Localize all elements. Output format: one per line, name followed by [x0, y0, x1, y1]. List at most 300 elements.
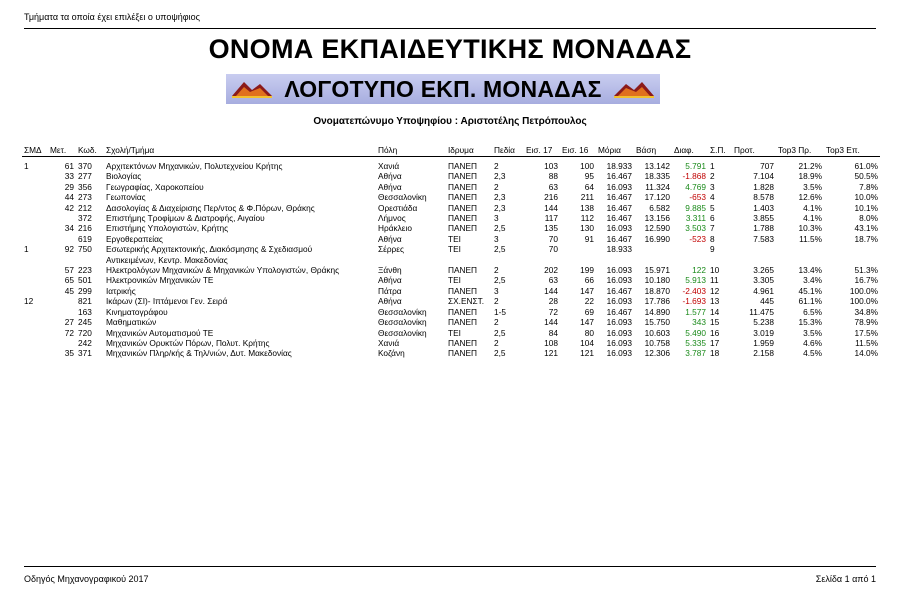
cell-school: Ηλεκτρολόγων Μηχανικών & Μηχανικών Υπολογιστών, Θράκης	[106, 265, 340, 276]
col-header-school: Σχολή/Τμήμα	[104, 144, 376, 157]
cell-code: 223	[78, 265, 92, 276]
candidate-name: Ονοματεπώνυμο Υποψηφίου : Αριστοτέλης Πετρόπουλος	[313, 116, 587, 127]
cell-met: 27	[64, 317, 74, 328]
cell-sp: 8	[710, 233, 715, 244]
col-header-institution: Ιδρυμα	[446, 144, 492, 157]
cell-fields: 2,3	[494, 202, 506, 213]
mountain-right-icon	[612, 78, 656, 100]
cell-empty	[492, 255, 524, 265]
cell-empty	[596, 255, 634, 265]
cell-code: 242	[78, 337, 92, 348]
cell-eis17: 63	[548, 181, 558, 192]
cell-top3ep: 100.0%	[849, 296, 878, 307]
cell-moria: 16.467	[606, 171, 632, 182]
cell-top3ep: 78.9%	[854, 317, 878, 328]
table-row	[22, 296, 880, 306]
col-header-moria: Μόρια	[596, 144, 634, 157]
footer-right: Σελίδα 1 από 1	[815, 574, 876, 584]
cell-diaf: 5.490	[685, 327, 706, 338]
cell-city: Σέρρες	[378, 244, 404, 255]
cell-diaf: 1.577	[685, 306, 706, 317]
cell-empty	[708, 255, 732, 265]
cell-fields: 2	[494, 161, 499, 171]
page-header	[24, 12, 876, 29]
cell-code: 372	[78, 213, 92, 224]
cell-school: Κινηματογράφου	[106, 306, 168, 317]
cell-diaf: -1.693	[682, 296, 706, 307]
cell-sp: 3	[710, 181, 715, 192]
cell-empty	[732, 255, 776, 265]
cell-vasi: 13.156	[644, 213, 670, 224]
cell-top3ep: 8.0%	[859, 213, 878, 224]
cell-institution: ΠΑΝΕΠ	[448, 171, 478, 182]
cell-top3pr: 4.5%	[803, 348, 822, 359]
cell-institution: ΠΑΝΕΠ	[448, 181, 478, 192]
cell-prot: 3.305	[753, 275, 774, 286]
cell-institution: ΠΑΝΕΠ	[448, 265, 478, 276]
footer-left: Οδηγός Μηχανογραφικού 2017	[24, 574, 149, 584]
col-header-met: Μετ.	[48, 144, 76, 157]
cell-moria: 18.933	[606, 244, 632, 255]
cell-top3pr: 4.1%	[803, 202, 822, 213]
cell-code: 720	[78, 327, 92, 338]
cell-institution: ΠΑΝΕΠ	[448, 202, 478, 213]
cell-code: 356	[78, 181, 92, 192]
col-header-top3ep: Top3 Επ.	[824, 144, 880, 157]
cell-city: Θεσσαλονίκη	[378, 192, 427, 203]
cell-smd	[22, 286, 48, 296]
cell-eis17: 144	[544, 285, 558, 296]
cell-diaf: 3.787	[685, 348, 706, 359]
cell-prot: 1.828	[753, 181, 774, 192]
cell-moria: 16.093	[606, 327, 632, 338]
cell-smd	[22, 328, 48, 338]
cell-moria: 16.467	[606, 213, 632, 224]
cell-fields: 2	[494, 317, 499, 328]
cell-eis16: 147	[580, 317, 594, 328]
cell-fields: 3	[494, 233, 499, 244]
col-header-top3pr: Top3 Πρ.	[776, 144, 824, 157]
cell-institution: ΠΑΝΕΠ	[448, 348, 478, 359]
cell-fields: 2,5	[494, 327, 506, 338]
cell-vasi: 17.120	[644, 192, 670, 203]
cell-diaf: 5.335	[685, 337, 706, 348]
cell-smd	[22, 182, 48, 192]
page-header-text: Τμήματα τα οποία έχει επιλέξει ο υποψήφιος	[24, 12, 200, 22]
school-logo	[226, 74, 660, 104]
cell-empty	[824, 255, 880, 265]
cell-fields: 2	[494, 296, 499, 307]
cell-diaf: 122	[692, 265, 706, 276]
cell-eis17: 28	[548, 296, 558, 307]
cell-vasi: 12.306	[644, 348, 670, 359]
cell-code: 371	[78, 348, 92, 359]
cell-city: Θεσσαλονίκη	[378, 317, 427, 328]
cell-school: Ιατρικής	[106, 285, 136, 296]
cell-met: 29	[64, 181, 74, 192]
cell-diaf: 3.311	[685, 213, 706, 224]
cell-code: 370	[78, 161, 92, 171]
cell-eis16: 138	[580, 202, 594, 213]
table-body	[22, 161, 880, 359]
cell-institution: ΤΕΙ	[448, 233, 461, 244]
cell-city: Χανιά	[378, 161, 400, 171]
cell-smd: 12	[24, 296, 34, 307]
cell-top3ep: 50.5%	[854, 171, 878, 182]
cell-school: Ικάρων (ΣΙ)- Ιπτάμενοι Γεν. Σειρά	[106, 296, 228, 307]
cell-eis17: 70	[548, 244, 558, 255]
cell-eis17: 103	[544, 161, 558, 171]
cell-sp: 12	[710, 285, 720, 296]
cell-top3pr: 45.1%	[798, 285, 822, 296]
cell-diaf	[672, 244, 708, 254]
table-row	[22, 338, 880, 348]
cell-empty	[48, 255, 76, 265]
cell-eis16: 130	[580, 223, 594, 234]
cell-fields: 2	[494, 337, 499, 348]
cell-moria: 16.093	[606, 181, 632, 192]
cell-moria: 16.093	[606, 337, 632, 348]
cell-institution: ΤΕΙ	[448, 244, 461, 255]
cell-fields: 2,5	[494, 244, 506, 255]
table-row	[22, 213, 880, 223]
cell-vasi: 15.750	[644, 317, 670, 328]
cell-prot: 7.583	[753, 233, 774, 244]
cell-diaf: 3.503	[685, 223, 706, 234]
cell-eis16: 80	[584, 327, 594, 338]
cell-smd	[22, 275, 48, 285]
table-row	[22, 265, 880, 275]
table-header-row	[22, 144, 880, 157]
cell-school: Εργοθεραπείας	[106, 233, 163, 244]
cell-smd	[22, 213, 48, 223]
cell-code: 299	[78, 285, 92, 296]
col-header-city: Πόλη	[376, 144, 446, 157]
table-row	[22, 203, 880, 213]
cell-city: Κοζάνη	[378, 348, 405, 359]
page-footer	[24, 566, 876, 584]
cell-fields: 2	[494, 181, 499, 192]
cell-empty	[560, 255, 596, 265]
cell-met: 72	[64, 327, 74, 338]
cell-city: Αθήνα	[378, 296, 402, 307]
school-name: ΟΝΟΜΑ ΕΚΠΑΙΔΕΥΤΙΚΗΣ ΜΟΝΑΔΑΣ	[208, 34, 692, 64]
cell-met: 65	[64, 275, 74, 286]
cell-institution: ΣΧ.ΕΝΣΤ.	[448, 296, 485, 307]
cell-diaf: 343	[692, 317, 706, 328]
cell-prot: 8.578	[753, 192, 774, 203]
cell-city: Θεσσαλονίκη	[378, 306, 427, 317]
cell-top3pr: 3.4%	[803, 275, 822, 286]
cell-vasi: 10.758	[644, 337, 670, 348]
cell-prot: 3.019	[753, 327, 774, 338]
departments-table-wrap	[22, 144, 880, 359]
cell-eis17: 216	[544, 192, 558, 203]
table-row	[22, 307, 880, 317]
cell-institution: ΤΕΙ	[448, 327, 461, 338]
table-row-continuation	[22, 255, 880, 265]
cell-city: Ξάνθη	[378, 265, 402, 276]
cell-eis17: 135	[544, 223, 558, 234]
cell-code: 277	[78, 171, 92, 182]
cell-prot	[732, 244, 776, 254]
cell-met	[48, 234, 76, 244]
cell-top3ep: 43.1%	[854, 223, 878, 234]
cell-school: Επιστήμης Υπολογιστών, Κρήτης	[106, 223, 229, 234]
cell-school: Γεωπονίας	[106, 192, 146, 203]
cell-sp: 16	[710, 327, 720, 338]
cell-city: Ηράκλειο	[378, 223, 412, 234]
cell-top3pr: 4.6%	[803, 337, 822, 348]
cell-top3pr: 15.3%	[798, 317, 822, 328]
cell-smd	[22, 203, 48, 213]
cell-school: Αρχιτεκτόνων Μηχανικών, Πολυτεχνείου Κρήτης	[106, 161, 283, 171]
cell-eis16	[560, 244, 596, 254]
cell-eis17: 84	[548, 327, 558, 338]
cell-school: Μηχανικών Αυτοματισμού ΤΕ	[106, 327, 214, 338]
cell-prot: 2.158	[753, 348, 774, 359]
table-row	[22, 348, 880, 358]
cell-eis17: 63	[548, 275, 558, 286]
cell-top3ep: 7.8%	[859, 181, 878, 192]
cell-diaf: -523	[689, 233, 706, 244]
cell-empty	[672, 255, 708, 265]
cell-top3ep: 10.0%	[854, 192, 878, 203]
cell-sp: 10	[710, 265, 720, 276]
cell-institution: ΠΑΝΕΠ	[448, 317, 478, 328]
cell-eis17: 121	[544, 348, 558, 359]
cell-smd: 1	[24, 161, 29, 171]
cell-moria: 16.467	[606, 285, 632, 296]
cell-institution: ΠΑΝΕΠ	[448, 306, 478, 317]
cell-moria: 16.093	[606, 265, 632, 276]
cell-met: 33	[64, 171, 74, 182]
cell-eis16: 95	[584, 171, 594, 182]
cell-met	[48, 338, 76, 348]
cell-diaf: 5.913	[685, 275, 706, 286]
cell-top3pr: 61.1%	[798, 296, 822, 307]
cell-prot: 3.265	[753, 265, 774, 276]
cell-school: Εσωτερικής Αρχιτεκτονικής, Διακόσμησης & Σχεδιασμού	[106, 244, 313, 255]
cell-eis16: 199	[580, 265, 594, 276]
cell-smd	[22, 348, 48, 358]
cell-eis16: 121	[580, 348, 594, 359]
cell-vasi: 17.786	[644, 296, 670, 307]
cell-sp: 15	[710, 317, 720, 328]
cell-sp: 1	[710, 161, 715, 171]
cell-top3ep	[824, 244, 880, 254]
table-row	[22, 161, 880, 171]
cell-moria: 16.093	[606, 275, 632, 286]
cell-top3ep: 10.1%	[854, 202, 878, 213]
cell-top3ep: 18.7%	[854, 233, 878, 244]
cell-eis17: 88	[548, 171, 558, 182]
cell-institution: ΤΕΙ	[448, 275, 461, 286]
cell-met: 57	[64, 265, 74, 276]
cell-city: Αθήνα	[378, 171, 402, 182]
cell-prot: 1.788	[753, 223, 774, 234]
table-row	[22, 244, 880, 254]
col-header-eis16: Εισ. 16	[560, 144, 596, 157]
cell-met: 34	[64, 223, 74, 234]
cell-smd	[22, 234, 48, 244]
cell-city: Αθήνα	[378, 181, 402, 192]
cell-top3pr: 6.5%	[803, 306, 822, 317]
cell-eis17: 70	[548, 233, 558, 244]
cell-fields: 2,5	[494, 223, 506, 234]
cell-moria: 16.467	[606, 306, 632, 317]
cell-empty	[376, 255, 446, 265]
cell-code: 750	[78, 244, 92, 255]
cell-eis16: 69	[584, 306, 594, 317]
col-header-diaf: Διαφ.	[672, 144, 708, 157]
cell-sp: 5	[710, 202, 715, 213]
cell-prot: 1.959	[753, 337, 774, 348]
cell-eis16: 91	[584, 233, 594, 244]
cell-eis16: 100	[580, 161, 594, 171]
cell-city: Αθήνα	[378, 275, 402, 286]
cell-top3pr: 13.4%	[798, 265, 822, 276]
cell-moria: 16.093	[606, 296, 632, 307]
cell-school: Ηλεκτρονικών Μηχανικών ΤΕ	[106, 275, 214, 286]
cell-city: Αθήνα	[378, 233, 402, 244]
cell-fields: 3	[494, 213, 499, 224]
cell-vasi: 12.590	[644, 223, 670, 234]
cell-sp: 4	[710, 192, 715, 203]
table-row	[22, 234, 880, 244]
cell-code: 501	[78, 275, 92, 286]
cell-top3pr: 21.2%	[798, 161, 822, 171]
cell-fields: 1-5	[494, 306, 506, 317]
cell-met	[48, 296, 76, 306]
cell-vasi: 13.142	[644, 161, 670, 171]
cell-sp: 18	[710, 348, 720, 359]
cell-vasi: 18.870	[644, 285, 670, 296]
cell-eis17: 144	[544, 202, 558, 213]
cell-institution: ΠΑΝΕΠ	[448, 161, 478, 171]
cell-vasi: 11.324	[645, 181, 670, 192]
cell-school: Μηχανικών Πληρ/κής & Τηλ/νιών, Δυτ. Μακεδονίας	[106, 348, 292, 359]
cell-fields: 2,3	[494, 171, 506, 182]
cell-code: 619	[78, 233, 92, 244]
cell-smd	[22, 317, 48, 327]
cell-eis17: 117	[544, 213, 558, 224]
cell-top3ep: 34.8%	[854, 306, 878, 317]
cell-top3pr	[776, 244, 824, 254]
cell-met	[48, 307, 76, 317]
cell-top3pr: 3.5%	[803, 181, 822, 192]
cell-eis16: 66	[584, 275, 594, 286]
cell-eis16: 211	[580, 192, 594, 203]
cell-empty	[524, 255, 560, 265]
cell-top3pr: 4.1%	[803, 213, 822, 224]
cell-met: 92	[64, 244, 74, 255]
cell-fields: 2	[494, 265, 499, 276]
cell-diaf: 9.885	[685, 202, 706, 213]
table-row	[22, 317, 880, 327]
cell-prot: 1.403	[753, 202, 774, 213]
cell-code: 821	[78, 296, 92, 307]
cell-school: Επιστήμης Τροφίμων & Διατροφής, Αιγαίου	[106, 213, 265, 224]
cell-fields: 2,5	[494, 275, 506, 286]
col-header-fields: Πεδία	[492, 144, 524, 157]
cell-sp: 14	[710, 306, 720, 317]
cell-vasi: 10.603	[644, 327, 670, 338]
cell-prot: 11.475	[749, 306, 774, 317]
cell-moria: 16.093	[606, 348, 632, 359]
cell-vasi: 10.180	[644, 275, 670, 286]
table-row	[22, 286, 880, 296]
cell-institution: ΠΑΝΕΠ	[448, 337, 478, 348]
cell-vasi	[634, 244, 672, 254]
cell-top3ep: 51.3%	[854, 265, 878, 276]
cell-sp: 7	[710, 223, 715, 234]
cell-diaf: 5.791	[685, 161, 706, 171]
cell-moria: 16.093	[606, 223, 632, 234]
cell-top3pr: 10.3%	[798, 223, 822, 234]
cell-diaf: -653	[689, 192, 706, 203]
cell-met	[48, 213, 76, 223]
cell-city: Ορεστιάδα	[378, 202, 418, 213]
cell-code: 163	[78, 306, 92, 317]
cell-moria: 16.467	[606, 202, 632, 213]
cell-met: 42	[64, 202, 74, 213]
cell-fields: 2,3	[494, 192, 506, 203]
cell-diaf: -2.403	[682, 285, 706, 296]
cell-vasi: 6.582	[649, 202, 670, 213]
cell-school: Βιολογίας	[106, 171, 142, 182]
mountain-left-icon	[230, 78, 274, 100]
cell-empty	[634, 255, 672, 265]
logo-text: ΛΟΓΟΤΥΠΟ ΕΚΠ. ΜΟΝΑΔΑΣ	[284, 75, 602, 102]
cell-met: 61	[64, 161, 74, 171]
cell-city: Πάτρα	[378, 285, 402, 296]
cell-empty	[22, 255, 48, 265]
cell-city: Θεσσαλονίκη	[378, 327, 427, 338]
cell-empty	[76, 255, 104, 265]
cell-prot: 3.855	[753, 213, 774, 224]
table-row	[22, 328, 880, 338]
cell-moria: 16.467	[606, 192, 632, 203]
cell-top3ep: 100.0%	[849, 285, 878, 296]
col-header-eis17: Εισ. 17	[524, 144, 560, 157]
cell-institution: ΠΑΝΕΠ	[448, 223, 478, 234]
cell-school: Μηχανικών Ορυκτών Πόρων, Πολυτ. Κρήτης	[106, 337, 270, 348]
cell-top3ep: 61.0%	[854, 161, 878, 171]
cell-eis17: 144	[544, 317, 558, 328]
cell-school: Δασολογίας & Διαχείρισης Περ/ντος & Φ.Πόρων, Θράκης	[106, 202, 315, 213]
cell-met: 45	[64, 285, 74, 296]
cell-top3ep: 17.5%	[854, 327, 878, 338]
cell-vasi: 16.990	[644, 233, 670, 244]
table-row	[22, 182, 880, 192]
col-header-vasi: Βάση	[634, 144, 672, 157]
cell-eis16: 22	[584, 296, 594, 307]
cell-smd	[22, 307, 48, 317]
cell-eis16: 64	[584, 181, 594, 192]
cell-city: Χανιά	[378, 337, 400, 348]
cell-eis17: 72	[548, 306, 558, 317]
cell-sp: 17	[710, 337, 720, 348]
cell-school-continued: Αντικειμένων, Κεντρ. Μακεδονίας	[106, 254, 228, 265]
cell-city: Λήμνος	[378, 213, 406, 224]
cell-school: Γεωγραφίας, Χαροκοπείου	[106, 181, 204, 192]
cell-code: 216	[78, 223, 92, 234]
cell-eis17: 108	[544, 337, 558, 348]
table-row	[22, 223, 880, 233]
cell-institution: ΠΑΝΕΠ	[448, 285, 478, 296]
cell-prot: 4.961	[753, 285, 774, 296]
